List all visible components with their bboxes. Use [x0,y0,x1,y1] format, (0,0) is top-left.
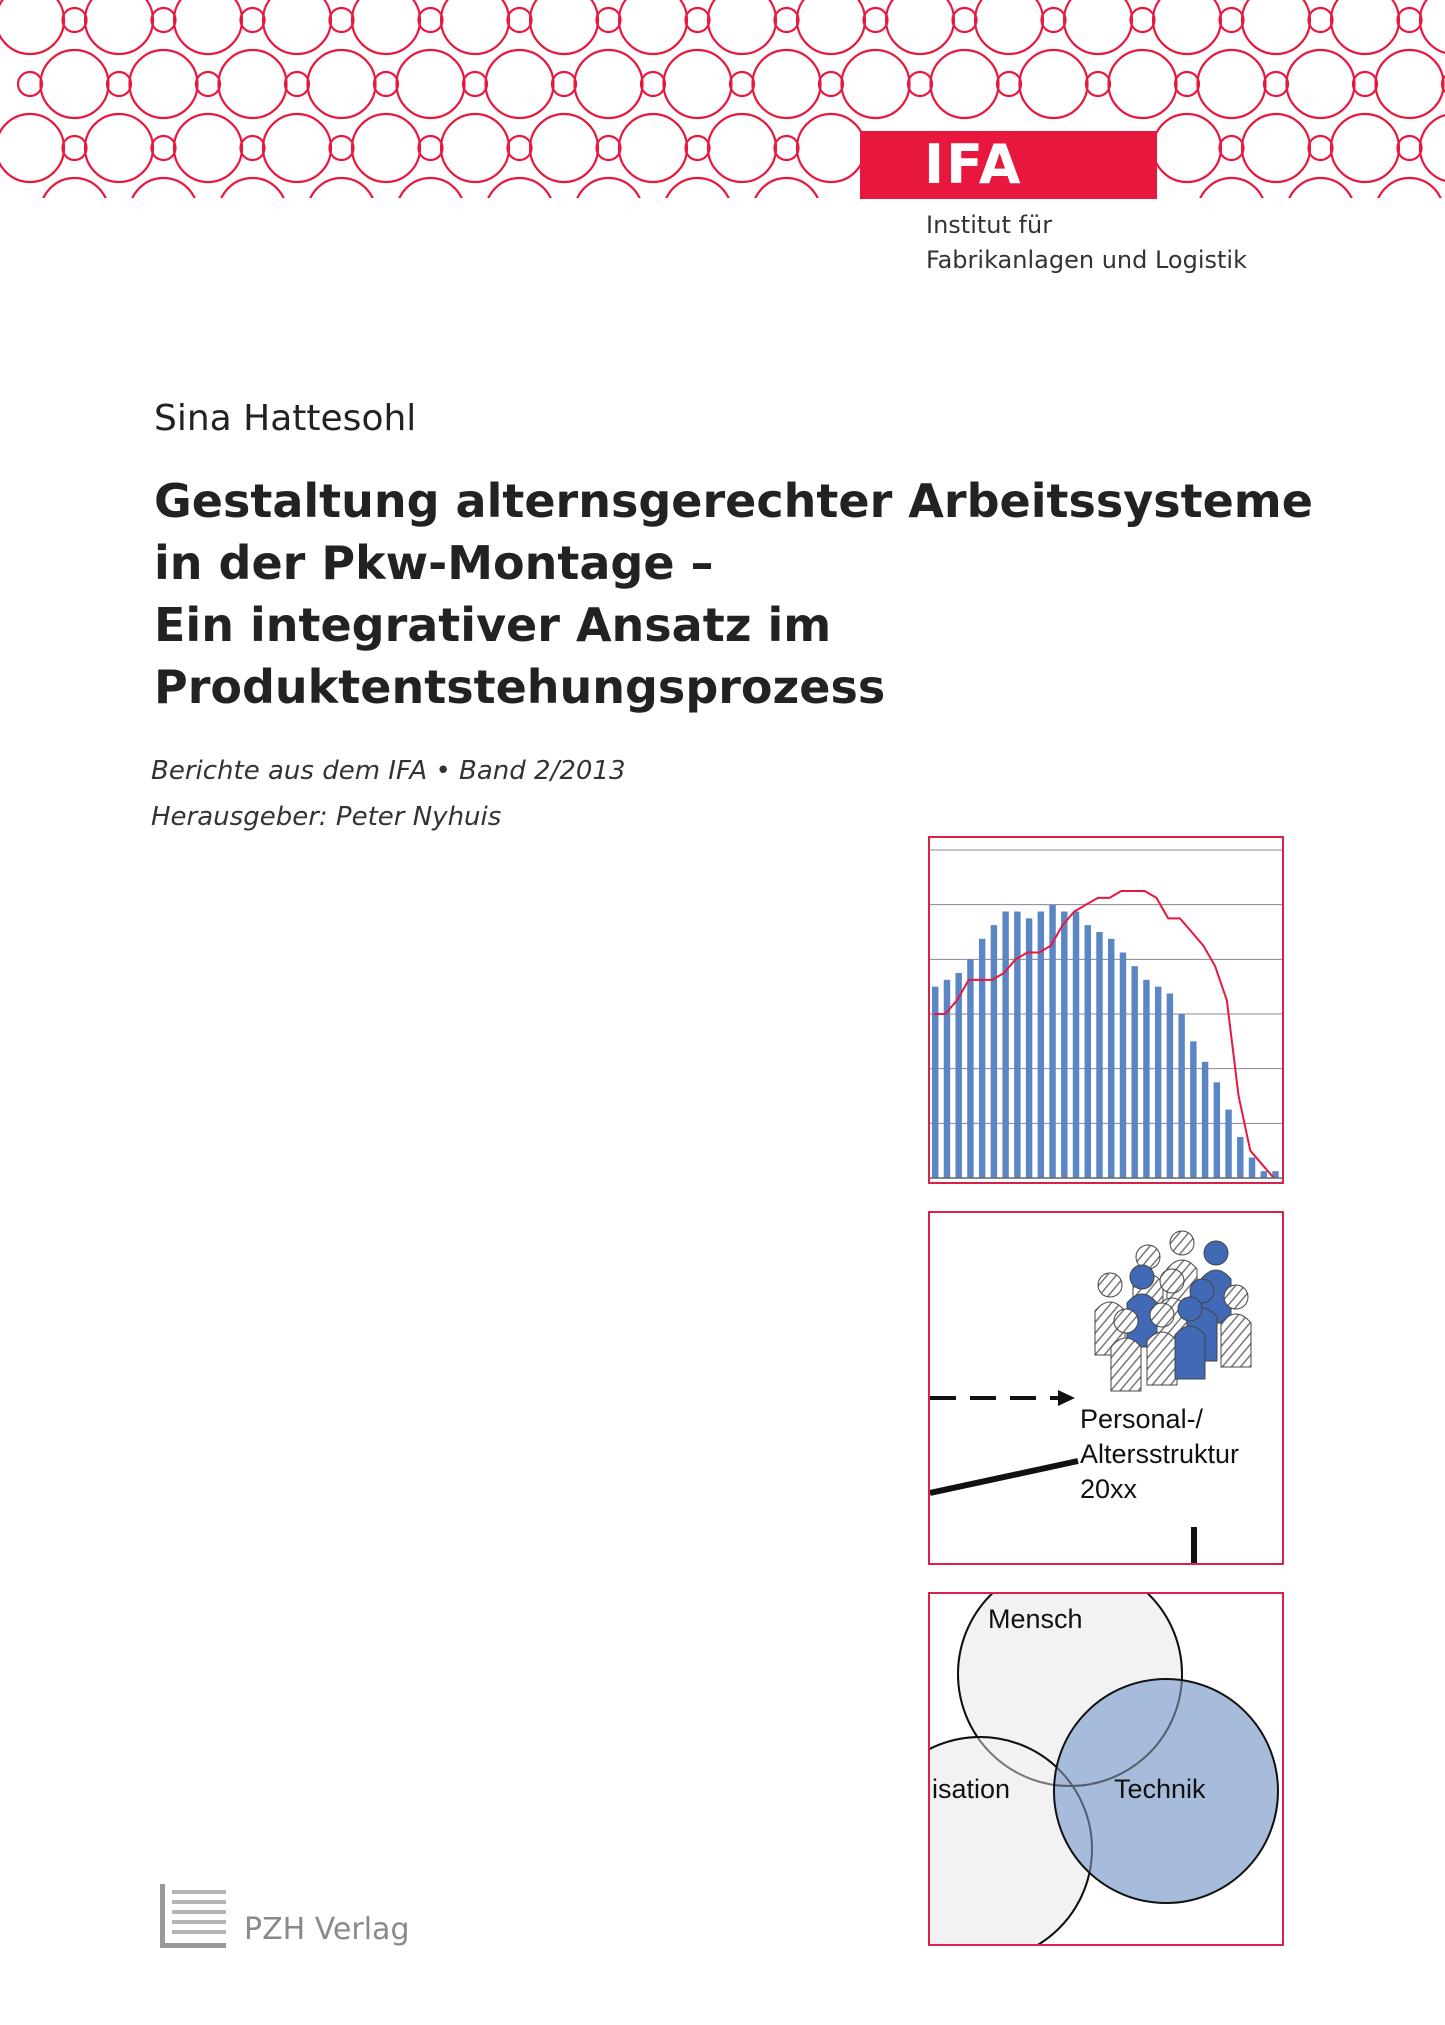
pattern-circle [308,50,376,118]
title-line-3: Ein integrativer Ansatz im [154,598,832,652]
pattern-circle [1020,50,1088,118]
pattern-small-circle [730,72,754,96]
pattern-circle [619,0,687,54]
pattern-small-circle [196,72,220,96]
pattern-circle [0,114,64,182]
pattern-small-circle [374,72,398,96]
chart-bar [967,959,973,1178]
publisher-logo-icon [160,1884,226,1948]
pattern-circle [575,50,643,118]
pattern-small-circle [285,72,309,96]
series-info: Berichte aus dem IFA • Band 2/2013 [151,756,626,786]
age-structure-label-1: Personal-/ [1080,1404,1204,1434]
pattern-small-circle [953,8,977,32]
pattern-small-circle [1175,72,1199,96]
pattern-small-circle [552,72,576,96]
chart-bar [991,925,997,1178]
pattern-small-circle [463,72,487,96]
institute-name-line1: Institut für [926,211,1053,239]
pattern-circle [219,178,287,200]
pattern-circle [130,50,198,118]
person-body [1175,1326,1205,1379]
pattern-circle [886,0,954,54]
pattern-circle [797,0,865,54]
header-circle-pattern [0,0,1445,200]
title-line-1: Gestaltung alternsgerechter Arbeitssysteme [154,474,1313,528]
person-head [1130,1265,1154,1289]
pattern-circle [1198,178,1266,200]
pattern-circle [975,0,1043,54]
pattern-small-circle [508,8,532,32]
pattern-circle [263,114,331,182]
pattern-small-circle [864,8,888,32]
pattern-circle [41,178,109,200]
pattern-circle [486,178,554,200]
author-name: Sina Hattesohl [154,398,417,439]
chart-bar [1108,939,1114,1178]
chart-bar [932,987,938,1178]
pattern-small-circle [419,8,443,32]
pattern-circle [1287,178,1355,200]
pattern-circle [219,50,287,118]
pattern-circle [397,50,465,118]
pattern-circle [1376,50,1444,118]
chart-bar [1225,1110,1231,1178]
ifa-logo: IFA [860,131,1157,199]
arrow-head-icon [1058,1390,1075,1406]
venn-panel [928,1592,1284,1946]
chart-bar [1190,1041,1196,1178]
pattern-circle [1242,114,1310,182]
pattern-circle [708,114,776,182]
pattern-small-circle [1353,72,1377,96]
pattern-small-circle [330,136,354,160]
title-line-4: Produktentstehungsprozess [154,660,886,714]
pattern-small-circle [686,136,710,160]
venn-label-organisation: isation [932,1774,1011,1804]
pattern-small-circle [1042,8,1066,32]
pattern-circle [1331,0,1399,54]
editor-info: Herausgeber: Peter Nyhuis [151,802,502,832]
pattern-circle [441,114,509,182]
chart-bar [1131,966,1137,1178]
pattern-circle [530,0,598,54]
age-structure-label-3: 20xx [1080,1474,1138,1504]
title-line-2: in der Pkw-Montage – [154,536,714,590]
chart-bar [1002,912,1008,1179]
pattern-circle [1376,178,1444,200]
pattern-circle [1331,114,1399,182]
chart-bar [1202,1062,1208,1178]
pattern-circle [1064,0,1132,54]
chart-bar [1014,912,1020,1179]
people-panel [928,1211,1284,1565]
chart-bar [1096,932,1102,1178]
pattern-small-circle [508,136,532,160]
pattern-small-circle [908,72,932,96]
pattern-circle [85,114,153,182]
pattern-small-circle [419,136,443,160]
pattern-small-circle [152,8,176,32]
pattern-small-circle [1131,8,1155,32]
pattern-circle [1109,50,1177,118]
person-head [1160,1269,1184,1293]
venn-diagram [930,1594,1282,1944]
chart-panel [928,836,1284,1184]
pattern-circle [664,50,732,118]
chart-bar [1143,980,1149,1178]
pattern-small-circle [1398,136,1422,160]
pattern-circle [1242,0,1310,54]
pattern-circle [130,178,198,200]
pattern-circle [842,50,910,118]
pattern-small-circle [241,136,265,160]
pattern-small-circle [330,8,354,32]
person-head [1224,1285,1248,1309]
pattern-circle [1153,0,1221,54]
pattern-circle [352,0,420,54]
chart-bar [1085,925,1091,1178]
pattern-circle [619,114,687,182]
pattern-small-circle [597,136,621,160]
person-head [1170,1231,1194,1255]
pattern-small-circle [1309,8,1333,32]
pattern-small-circle [1309,136,1333,160]
pattern-circle [174,114,242,182]
pattern-circle [441,0,509,54]
pattern-circle [753,178,821,200]
pattern-circle [931,50,999,118]
person-head [1204,1241,1228,1265]
pattern-small-circle [152,136,176,160]
pattern-circle [85,0,153,54]
age-structure-illustration [930,1213,1282,1563]
pattern-circle [263,0,331,54]
people-figures-icon [1095,1231,1251,1391]
chart-bar [955,973,961,1178]
age-distribution-chart [930,838,1282,1182]
chart-bar [1155,987,1161,1178]
pattern-circle [174,0,242,54]
pattern-small-circle [1220,8,1244,32]
pattern-small-circle [1398,8,1422,32]
venn-label-technik: Technik [1114,1774,1206,1804]
pattern-circle [664,178,732,200]
book-title [154,470,1313,718]
chart-bar [1178,1014,1184,1178]
chart-bar [1167,994,1173,1179]
chart-bar [1214,1082,1220,1178]
pattern-small-circle [1086,72,1110,96]
pattern-circle [1420,0,1445,54]
venn-label-mensch: Mensch [988,1604,1083,1634]
pattern-circle [708,0,776,54]
institute-name-line2: Fabrikanlagen und Logistik [926,246,1247,274]
age-structure-label-2: Altersstruktur [1080,1439,1240,1469]
person-head [1150,1303,1174,1327]
pattern-small-circle [686,8,710,32]
pattern-small-circle [1220,136,1244,160]
pattern-circle [1153,114,1221,182]
pattern-circle [1420,114,1445,182]
pattern-small-circle [107,72,131,96]
pattern-circle [0,0,64,54]
pattern-circle [753,50,821,118]
chart-bar [1261,1171,1267,1178]
pattern-circle [1287,50,1355,118]
pattern-circle [530,114,598,182]
pattern-small-circle [18,72,42,96]
pattern-small-circle [819,72,843,96]
pattern-small-circle [641,72,665,96]
pattern-small-circle [63,136,87,160]
trend-line [930,1461,1078,1493]
chart-bar [1249,1158,1255,1179]
pattern-circle [575,178,643,200]
chart-bar [979,939,985,1178]
person-body [1111,1338,1141,1391]
pattern-circle [352,114,420,182]
pattern-circle [308,178,376,200]
person-body [1147,1332,1177,1385]
person-head [1178,1297,1202,1321]
chart-bar [1120,953,1126,1179]
person-body [1221,1314,1251,1367]
chart-bar [1061,912,1067,1179]
pattern-small-circle [775,8,799,32]
chart-bar [1026,918,1032,1178]
publisher-name: PZH Verlag [244,1912,410,1947]
pattern-circle [486,50,554,118]
chart-bar [1073,912,1079,1179]
pattern-small-circle [775,136,799,160]
pattern-small-circle [63,8,87,32]
pattern-small-circle [597,8,621,32]
pattern-circle [797,114,865,182]
pattern-small-circle [241,8,265,32]
person-head [1114,1309,1138,1333]
pattern-circle [1198,50,1266,118]
pattern-circle [41,50,109,118]
pattern-circle [397,178,465,200]
person-head [1098,1273,1122,1297]
chart-bar [1237,1137,1243,1178]
pattern-small-circle [1264,72,1288,96]
pattern-small-circle [997,72,1021,96]
